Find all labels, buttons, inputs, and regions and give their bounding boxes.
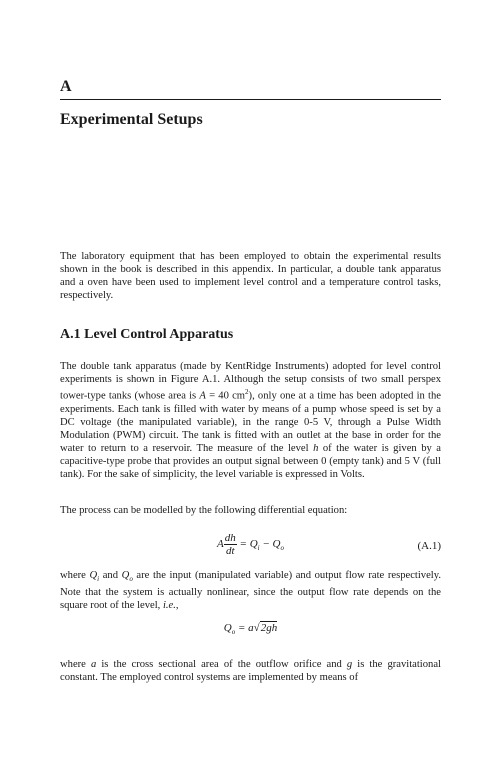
p3-text-a: where [60,570,90,581]
p1-text-a: The double tank apparatus (made by KentRidge Instruments) adopted for level control experiments is shown in Figure A.1. Although the setup consists of two small perspex tower-type tanks (whose area is [60,361,441,402]
section-paragraph-2: The process can be modelled by the following differential equation: [60,505,348,516]
equation-outflow-body [60,622,441,636]
eq1-rhs: = Q [236,538,258,551]
eq1-numerator: dh [224,532,236,544]
eq2-sqrt-body: 2gh [260,622,278,634]
eq1-minus: − Q [259,538,281,551]
eq2-lhs-sub: o [231,628,236,637]
appendix-letter: A [60,78,72,95]
level-variable: h [313,442,319,454]
p4-text-a: where [60,659,91,670]
p3-text-b: are the input (manipulated variable) and output flow rate respectively. Note that the system is actually nonlinear, since the output flow rate depends on the square root of the level, [60,570,441,612]
area-exponent: 2 [245,388,249,396]
equation-a1-body [60,532,441,557]
eq2-eq: = a [235,622,254,634]
p3-ie: i.e. [162,600,176,612]
section-paragraph-1 [60,360,441,481]
p3-qi: Q [89,570,98,581]
sqrt-sign: √ [253,622,260,634]
p1-text-b: ), only one at a time has been adopted in the experiments. Each tank is filled with water by means of a pump whose speed is set by a DC voltage (the manipulated variable), in the range 0-5 V, through a Pulse Width Modulation (PWM) circuit. The tank is fitted with an outlet at the base in order for the water to return to a reservoir. The measure of the level [60,390,441,454]
p3-qo: Q [121,570,130,581]
intro-paragraph: The laboratory equipment that has been employed to obtain the experimental results shown in the book is described in this appendix. In particular, a double tank apparatus and a oven have been used to implement level control and a temperature control tasks, respectively. [60,251,441,301]
title-rule [60,99,441,100]
p4-text-b: is the cross sectional area of the outflow orifice and [96,659,347,670]
p1-text-c: of the water is given by a capacitive-type probe that provides an output signal between 0 (empty tank) and 5 V (full tank). For the sake of simplicity, the level variable is expressed in Volts. [60,442,441,480]
eq1-coeff: A [217,538,224,551]
eq1-sub-i: i [257,544,260,553]
p4-text-c: is the gravitational constant. The employed control systems are implemented by means of [60,659,441,683]
section-heading: A.1 Level Control Apparatus [60,327,234,342]
area-value: = 40 cm [205,390,246,402]
p3-qi-sub: i [97,575,100,584]
eq1-denominator: dt [225,545,235,557]
section-paragraph-3 [60,569,441,612]
p3-text-c: , [175,600,179,612]
eq2-lhs: Q [223,622,232,634]
p4-a-var: a [90,659,97,670]
eq1-fraction [224,532,237,557]
chapter-title: Experimental Setups [60,111,203,128]
p4-g-var: g [346,659,353,670]
p3-and: and [99,570,122,581]
section-paragraph-4 [60,658,441,684]
eq1-sub-o: o [280,544,284,553]
equation-a1-number: (A.1) [417,540,441,552]
equation-a1 [60,532,441,562]
equation-outflow [60,622,441,642]
area-variable: A [199,390,206,402]
p3-qo-sub: o [129,575,133,584]
